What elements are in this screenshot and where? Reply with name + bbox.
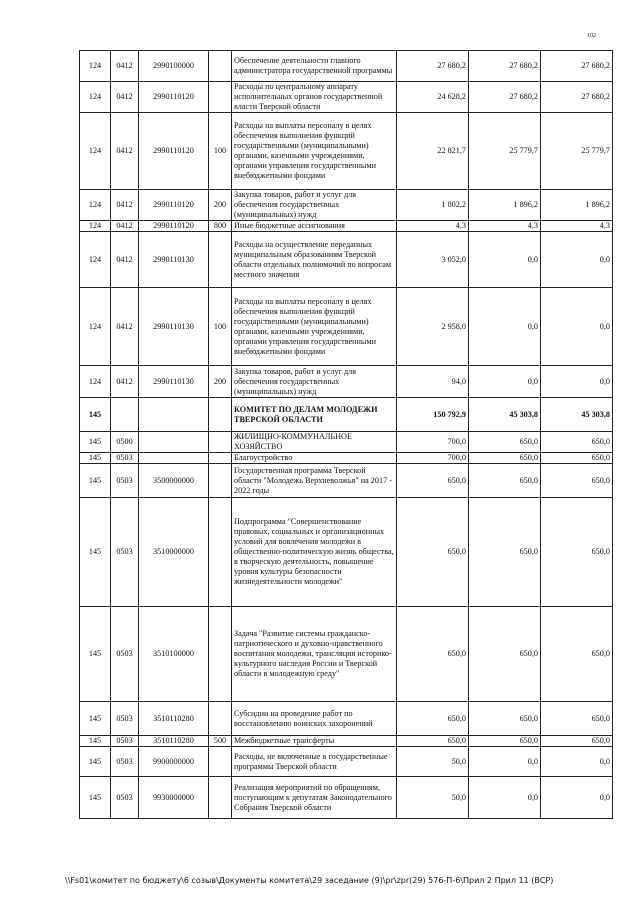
cell-expense-type: 100 [209,113,232,190]
cell-expense-type: 200 [209,366,232,398]
cell-ministry-code: 145 [80,702,111,736]
cell-amount-year2: 650,0 [469,702,541,736]
cell-amount-year3: 650,0 [541,498,613,607]
cell-amount-year1: 2 958,0 [397,288,469,366]
cell-ministry-code: 124 [80,51,111,82]
cell-amount-year1: 700,0 [397,432,469,453]
table-row [80,366,613,398]
table-row [80,702,613,736]
cell-target-article: 3510000000 [139,498,209,607]
cell-amount-year2: 650,0 [469,453,541,464]
cell-expense-type [209,82,232,113]
cell-ministry-code: 145 [80,432,111,453]
cell-target-article: 9900000000 [139,747,209,777]
cell-ministry-code: 145 [80,747,111,777]
budget-table [79,50,613,819]
cell-amount-year2: 650,0 [469,607,541,702]
table-row [80,453,613,464]
cell-description: Задача "Развитие системы гражданско-патриотического и духовно-нравственного воспитания молодежи, трансляция историко-культурного наследия России и Тверской области в молодежную среду" [232,607,397,702]
table-row [80,113,613,190]
cell-expense-type [209,747,232,777]
cell-amount-year2: 4,3 [469,221,541,232]
cell-amount-year2: 27 680,2 [469,82,541,113]
table-row [80,747,613,777]
cell-section-code: 0412 [111,232,139,288]
cell-expense-type [209,232,232,288]
cell-amount-year1: 650,0 [397,702,469,736]
cell-amount-year3: 45 303,8 [541,398,613,432]
table-row [80,288,613,366]
table-row [80,432,613,453]
cell-amount-year1: 50,0 [397,777,469,819]
cell-amount-year1: 22 821,7 [397,113,469,190]
cell-ministry-code: 124 [80,113,111,190]
cell-amount-year3: 650,0 [541,453,613,464]
cell-expense-type [209,702,232,736]
cell-description: Реализация мероприятий по обращениям, поступающим к депутатам Законодательного Собрания Тверской области [232,777,397,819]
cell-amount-year3: 1 896,2 [541,190,613,221]
table-row [80,398,613,432]
cell-amount-year1: 150 792,9 [397,398,469,432]
cell-amount-year3: 650,0 [541,607,613,702]
cell-description: КОМИТЕТ ПО ДЕЛАМ МОЛОДЕЖИ ТВЕРСКОЙ ОБЛАСТИ [232,398,397,432]
table-row [80,464,613,498]
cell-target-article: 2990110130 [139,288,209,366]
cell-amount-year1: 650,0 [397,464,469,498]
cell-amount-year3: 0,0 [541,366,613,398]
cell-section-code: 0412 [111,366,139,398]
page-number: 102 [587,33,596,39]
cell-description: Расходы по центральному аппарату исполнительных органов государственной власти Тверской области [232,82,397,113]
cell-description: Закупка товаров, работ и услуг для обеспечения государственных (муниципальных) нужд [232,366,397,398]
cell-expense-type [209,777,232,819]
cell-ministry-code: 145 [80,736,111,747]
cell-ministry-code: 124 [80,221,111,232]
footer-file-path: \\Fs01\комитет по бюджету\6 созыв\Документы комитета\29 заседание (9)\pr\zpr(29) 576-П-6\Прил 2 Прил 11 (ВСР) [65,876,554,885]
cell-section-code: 0503 [111,607,139,702]
cell-section-code: 0503 [111,702,139,736]
cell-description: Субсидии на проведение работ по восстановлению воинских захоронений [232,702,397,736]
cell-section-code: 0503 [111,464,139,498]
cell-target-article: 2990110120 [139,190,209,221]
cell-amount-year2: 27 680,2 [469,51,541,82]
cell-ministry-code: 145 [80,464,111,498]
table-row [80,51,613,82]
cell-target-article: 9930000000 [139,777,209,819]
cell-section-code: 0503 [111,777,139,819]
cell-section-code: 0503 [111,498,139,607]
table-row [80,190,613,221]
cell-ministry-code: 124 [80,288,111,366]
table-row [80,607,613,702]
cell-expense-type: 800 [209,221,232,232]
cell-amount-year3: 27 680,2 [541,51,613,82]
cell-target-article: 3510110280 [139,736,209,747]
cell-description: ЖИЛИЩНО-КОММУНАЛЬНОЕ ХОЗЯЙСТВО [232,432,397,453]
cell-amount-year1: 27 680,2 [397,51,469,82]
cell-section-code: 0503 [111,747,139,777]
table-row [80,221,613,232]
cell-target-article: 2990100000 [139,51,209,82]
cell-amount-year2: 1 896,2 [469,190,541,221]
cell-target-article: 3510110280 [139,702,209,736]
cell-amount-year1: 650,0 [397,607,469,702]
cell-amount-year2: 650,0 [469,432,541,453]
table-row [80,736,613,747]
cell-target-article: 2990110130 [139,232,209,288]
cell-expense-type [209,498,232,607]
cell-section-code: 0500 [111,432,139,453]
table-row [80,82,613,113]
cell-section-code: 0412 [111,51,139,82]
cell-target-article: 2990110120 [139,113,209,190]
cell-description: Расходы, не включенные в государственные программы Тверской области [232,747,397,777]
cell-section-code: 0503 [111,453,139,464]
cell-amount-year2: 650,0 [469,464,541,498]
cell-amount-year3: 650,0 [541,464,613,498]
cell-ministry-code: 145 [80,607,111,702]
cell-ministry-code: 145 [80,398,111,432]
cell-expense-type [209,398,232,432]
cell-target-article: 2990110130 [139,366,209,398]
cell-description: Иные бюджетные ассигнования [232,221,397,232]
cell-amount-year1: 4,3 [397,221,469,232]
budget-table-body [80,51,613,819]
cell-amount-year3: 0,0 [541,232,613,288]
cell-ministry-code: 124 [80,82,111,113]
cell-amount-year3: 0,0 [541,288,613,366]
cell-expense-type [209,51,232,82]
cell-amount-year3: 27 680,2 [541,82,613,113]
cell-amount-year2: 0,0 [469,288,541,366]
cell-amount-year2: 0,0 [469,777,541,819]
cell-amount-year3: 25 779,7 [541,113,613,190]
table-row [80,232,613,288]
cell-amount-year1: 50,0 [397,747,469,777]
cell-amount-year1: 24 628,2 [397,82,469,113]
cell-ministry-code: 145 [80,498,111,607]
cell-amount-year3: 4,3 [541,221,613,232]
cell-description: Расходы на выплаты персоналу в целях обеспечения выполнения функций государственными (муниципальными) органами, казенными учреждениями, органами управления государственными внебюджетными фондами [232,288,397,366]
cell-amount-year2: 45 303,8 [469,398,541,432]
cell-description: Межбюджетные трансферты [232,736,397,747]
cell-expense-type: 100 [209,288,232,366]
cell-target-article: 2990110120 [139,82,209,113]
cell-amount-year3: 0,0 [541,777,613,819]
cell-ministry-code: 124 [80,232,111,288]
cell-amount-year2: 25 779,7 [469,113,541,190]
cell-target-article: 2990110120 [139,221,209,232]
cell-description: Расходы на осуществление переданных муниципальным образованиям Тверской области отдельных полномочий по вопросам местного значения [232,232,397,288]
cell-amount-year2: 650,0 [469,736,541,747]
cell-expense-type: 200 [209,190,232,221]
cell-expense-type [209,607,232,702]
cell-description: Расходы на выплаты персоналу в целях обеспечения выполнения функций государственными (муниципальными) органами, казенными учреждениями, органами управления государственными внебюджетными фондами [232,113,397,190]
cell-amount-year1: 650,0 [397,736,469,747]
cell-section-code: 0412 [111,113,139,190]
cell-amount-year2: 650,0 [469,498,541,607]
cell-section-code: 0412 [111,190,139,221]
cell-target-article [139,453,209,464]
cell-section-code [111,398,139,432]
cell-amount-year2: 0,0 [469,232,541,288]
cell-amount-year3: 0,0 [541,747,613,777]
cell-amount-year1: 1 802,2 [397,190,469,221]
cell-ministry-code: 124 [80,366,111,398]
cell-description: Подпрограмма "Совершенствование правовых, социальных и организационных условий для вовлечения молодежи в общественно-политическую жизнь общества, в творческую деятельность, повышение уровня культуры безопасности жизнедеятельности молодежи" [232,498,397,607]
cell-description: Государственная программа Тверской области "Молодежь Верхневолжья" на 2017 - 2022 годы [232,464,397,498]
cell-amount-year1: 650,0 [397,498,469,607]
cell-amount-year3: 650,0 [541,736,613,747]
cell-amount-year2: 0,0 [469,366,541,398]
cell-target-article [139,432,209,453]
cell-description: Благоустройство [232,453,397,464]
cell-description: Закупка товаров, работ и услуг для обеспечения государственных (муниципальных) нужд [232,190,397,221]
cell-expense-type [209,432,232,453]
cell-target-article: 3500000000 [139,464,209,498]
cell-target-article [139,398,209,432]
cell-ministry-code: 124 [80,190,111,221]
cell-expense-type [209,453,232,464]
cell-amount-year1: 700,0 [397,453,469,464]
cell-description: Обеспечение деятельности главного администратора государственной программы [232,51,397,82]
cell-ministry-code: 145 [80,453,111,464]
table-row [80,777,613,819]
cell-ministry-code: 145 [80,777,111,819]
cell-expense-type: 500 [209,736,232,747]
cell-section-code: 0412 [111,288,139,366]
cell-section-code: 0412 [111,82,139,113]
cell-amount-year2: 0,0 [469,747,541,777]
cell-section-code: 0412 [111,221,139,232]
cell-section-code: 0503 [111,736,139,747]
table-row [80,498,613,607]
cell-target-article: 3510100000 [139,607,209,702]
cell-amount-year3: 650,0 [541,432,613,453]
cell-expense-type [209,464,232,498]
cell-amount-year1: 3 052,0 [397,232,469,288]
cell-amount-year3: 650,0 [541,702,613,736]
cell-amount-year1: 94,0 [397,366,469,398]
